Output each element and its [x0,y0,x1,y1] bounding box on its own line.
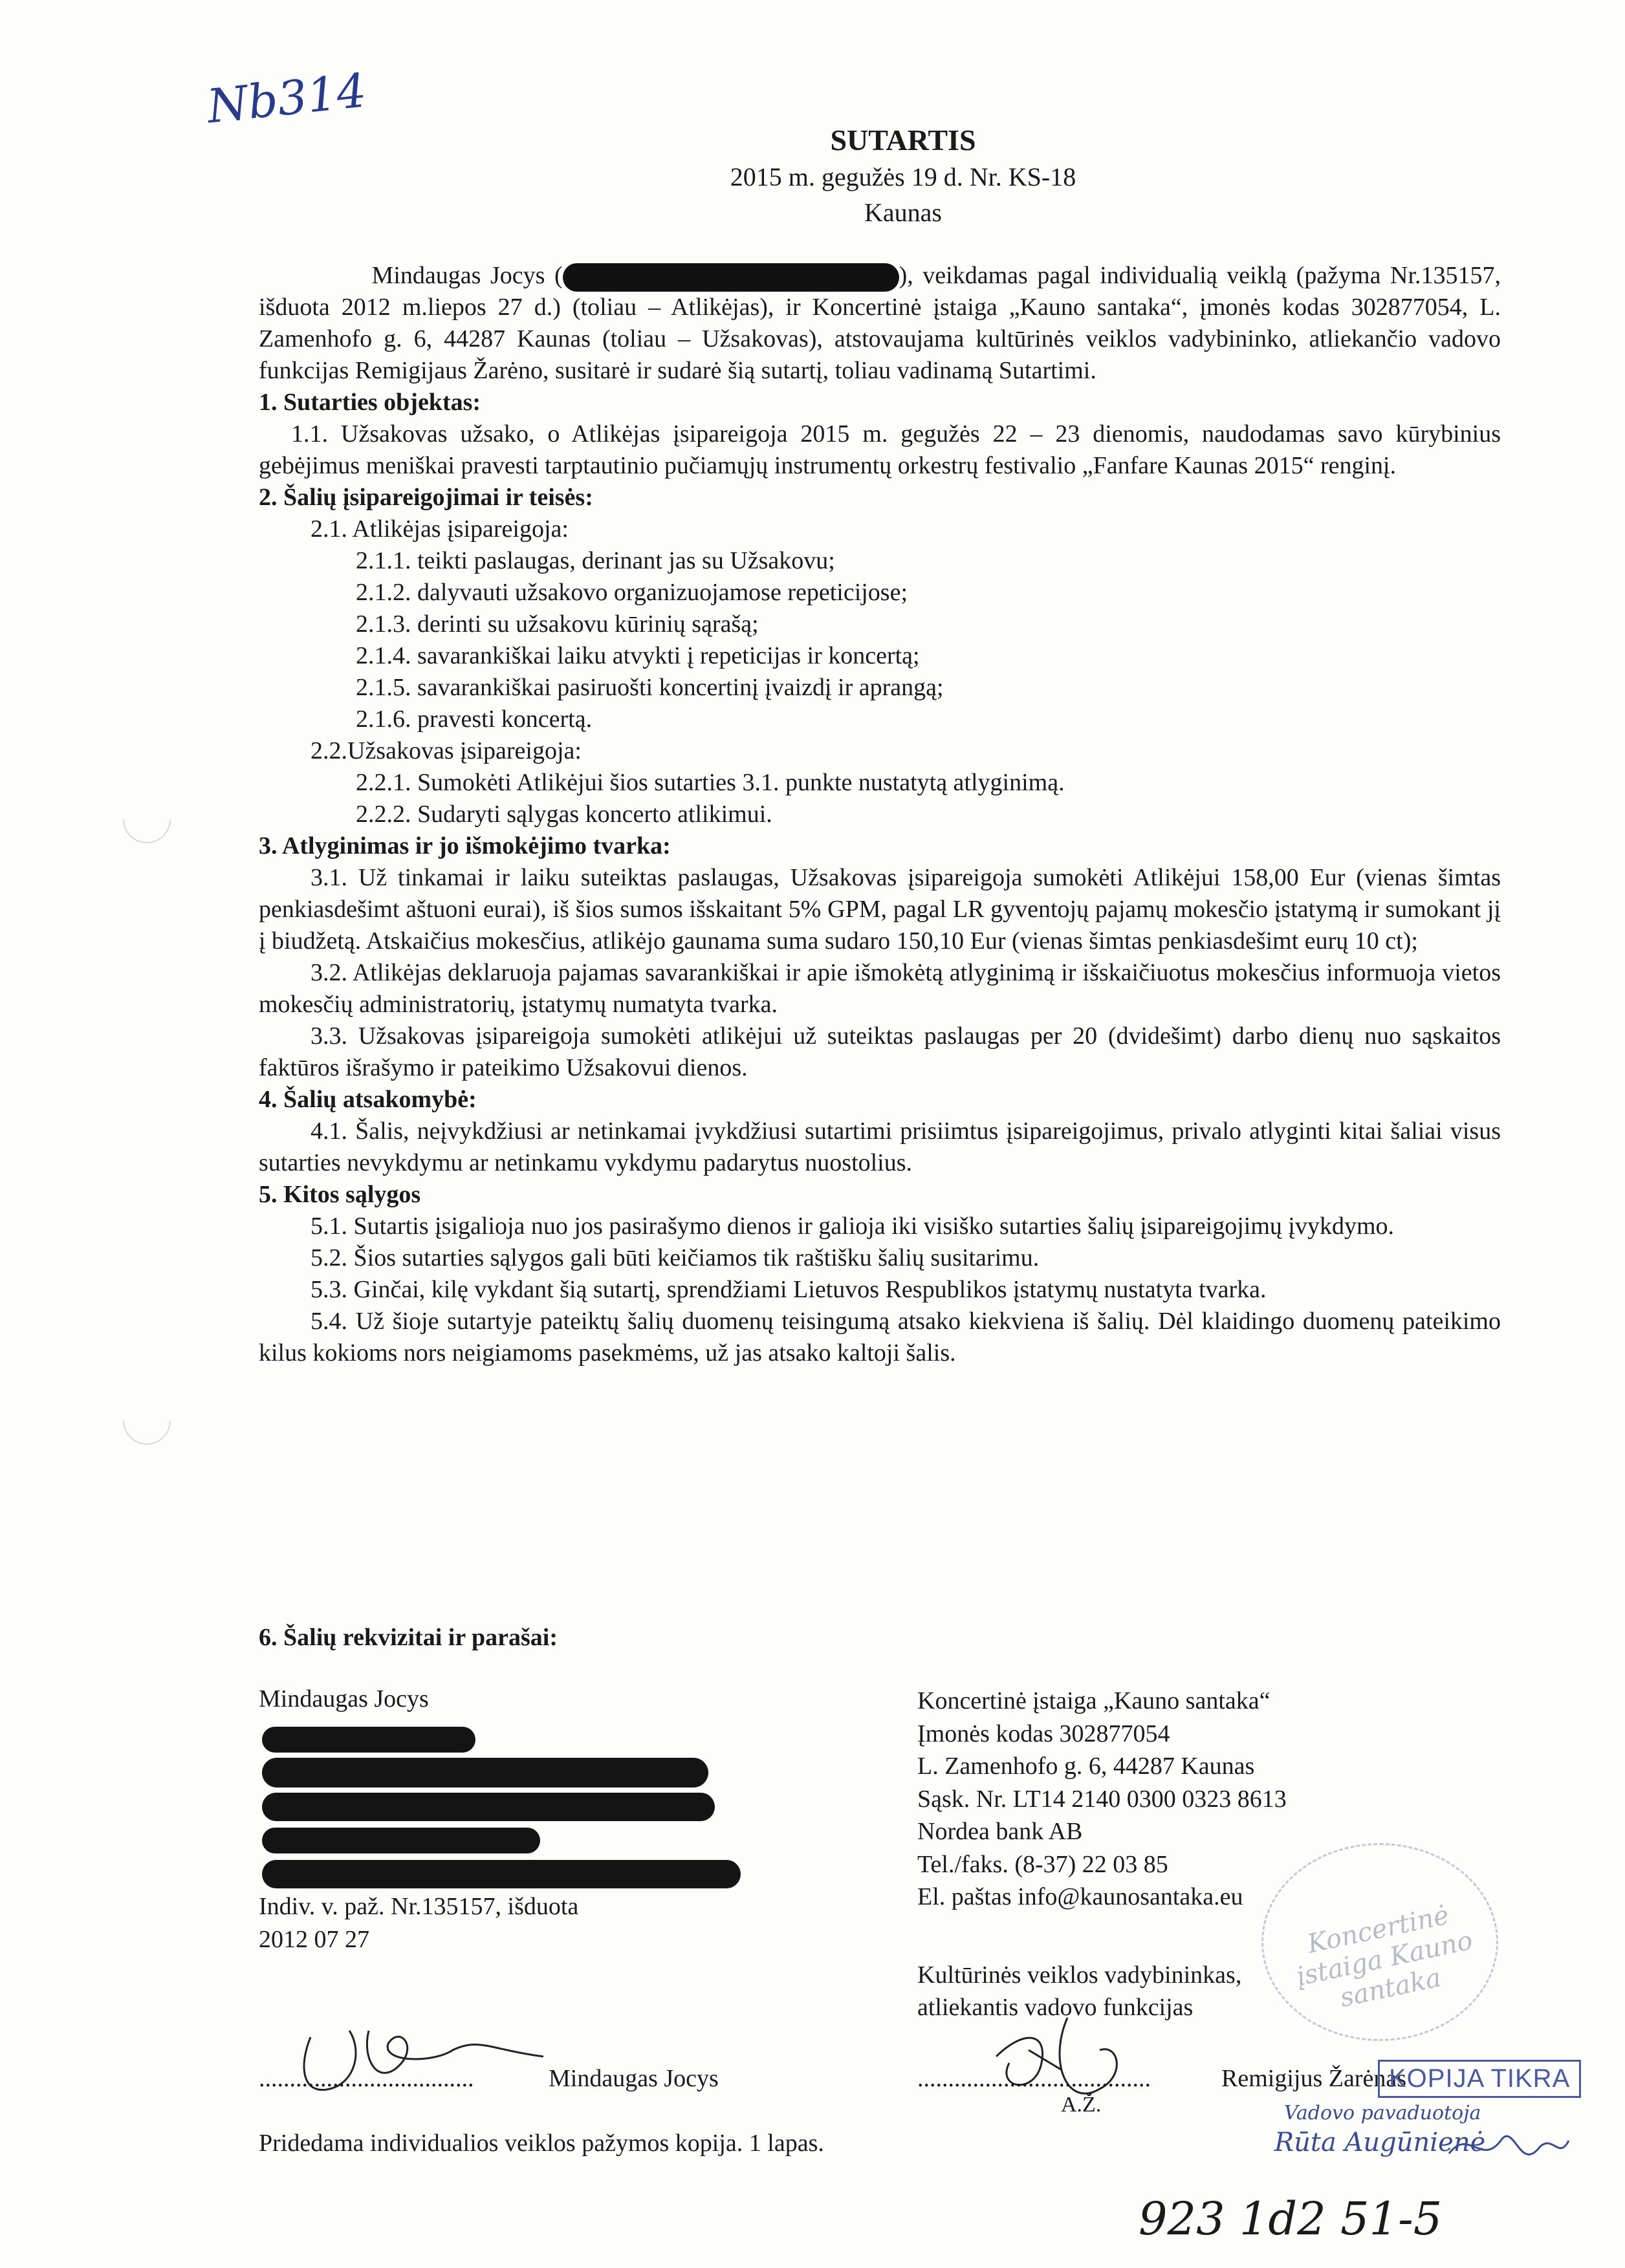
copy-certified-stamp: KOPIJA TIKRA [1378,2060,1581,2098]
intro-open-paren: ( [554,262,563,289]
clause-3-3: 3.3. Užsakovas įsipareigoja sumokėti atlikėjui už suteiktas paslaugas per 20 (dvidešimt) darbo dienų nuo sąskaitos faktūros išrašymo ir pateikimo Užsakovui dienos. [259,1022,1501,1082]
clause-2-1-1: 2.1.1. teikti paslaugas, derinant jas su Užsakovu; [356,547,835,575]
left-party-name: Mindaugas Jocys [259,1685,429,1712]
right-initials: A.Ž. [1061,2093,1102,2117]
section-3-heading: 3. Atlyginimas ir jo išmokėjimo tvarka: [259,832,671,860]
clause-2-2-2: 2.2.2. Sudaryti sąlygas koncerto atlikimui. [356,801,772,828]
clause-3-2: 3.2. Atlikėjas deklaruoja pajamas savarankiškai ir apie išmokėtą atlyginimą ir išskaičiuotus mokesčius informuoja vietos mokesčių administratorių, įstatymų numatyta tvarka. [259,959,1501,1019]
right-party-line-3: L. Zamenhofo g. 6, 44287 Kaunas [917,1753,1255,1780]
section-1-heading: 1. Sutarties objektas: [259,389,481,416]
attachment-note: Pridedama individualios veiklos pažymos kopija. 1 lapas. [259,2130,824,2157]
clause-5-3: 5.3. Ginčai, kilę vykdant šią sutartį, sprendžiami Lietuvos Respublikos įstatymų nustatyta tvarka. [311,1276,1267,1304]
left-party-cert-date: 2012 07 27 [259,1926,369,1953]
stamp-signature [1443,2115,1572,2179]
punch-hole-top [113,786,181,854]
redaction-left-4 [262,1828,540,1853]
right-role-2: atliekantis vadovo funkcijas [917,1994,1194,2021]
city: Kaunas [864,198,942,227]
left-sign-name: Mindaugas Jocys [549,2065,719,2092]
clause-2-1-3: 2.1.3. derinti su užsakovu kūrinių sąrašą; [356,610,759,638]
round-stamp-text: Koncertinė įstaiga Kauno santaka [1293,1900,1476,2013]
redaction-left-2 [262,1758,708,1787]
clause-4-1: 4.1. Šalis, neįvykdžiusi ar netinkamai įvykdžiusi sutartimi prisiimtus įsipareigojimus, privalo atlyginti kitai šaliai visus sutarties nevykdymu ar netinkamu vykdymu padarytus nuostolius. [259,1118,1501,1177]
clause-2-1-6: 2.1.6. pravesti koncertą. [356,706,593,733]
right-party-details [917,1685,1287,1914]
clause-2-1-4: 2.1.4. savarankiškai laiku atvykti į repeticijas ir koncertą; [356,642,920,670]
handwritten-code-top: Nb314 [204,63,369,134]
redaction-left-5 [262,1860,741,1888]
section-6-heading: 6. Šalių rekvizitai ir parašai: [259,1624,558,1651]
right-sign-dots: ...................................... [917,2065,1151,2092]
clause-2-1-2: 2.1.2. dalyvauti užsakovo organizuojamose repeticijose; [356,579,908,607]
intro-paragraph [259,260,1501,387]
section-4-heading: 4. Šalių atsakomybė: [259,1086,477,1114]
left-sign-dots: ................................... [259,2065,474,2092]
redaction-left-3 [262,1793,715,1821]
redaction-id [563,263,899,292]
section-2-heading: 2. Šalių įsipareigojimai ir teisės: [259,484,593,512]
right-party-line-2: Įmonės kodas 302877054 [917,1720,1170,1747]
clause-1-1: 1.1. Užsakovas užsako, o Atlikėjas įsipareigoja 2015 m. gegužės 22 – 23 dienomis, naudodamas savo kūrybinius gebėjimus meniškai pravesti tarptautinio pučiamųjų instrumentų orkestrų festivalio „Fanfare Kaunas 2015“ renginį. [259,420,1501,480]
document-title: SUTARTIS [830,124,976,157]
stamp-name: Rūta Augūnienė [1274,2128,1486,2157]
clause-2-1-5: 2.1.5. savarankiškai pasiruošti koncertinį įvaizdį ir aprangą; [356,674,944,702]
clause-5-4: 5.4. Už šioje sutartyje pateiktų šalių duomenų teisingumą atsako kiekviena iš šalių. Dėl klaidingo duomenų pateikimo kilus kokioms nors neigiamoms pasekmėms, už jas atsako kaltoji šalis. [259,1308,1501,1367]
stamp-role: Vadovo pavaduotoja [1284,2102,1481,2124]
contract-body [259,260,1501,1369]
left-signature [285,2011,556,2108]
right-party-line-1: Koncertinė įstaiga „Kauno santaka“ [917,1687,1271,1714]
clause-2-2: 2.2.Užsakovas įsipareigoja: [311,737,582,765]
clause-5-2: 5.2. Šios sutarties sąlygos gali būti keičiamos tik raštišku šalių susitarimu. [311,1244,1040,1272]
right-party-line-4: Sąsk. Nr. LT14 2140 0300 0323 8613 [917,1785,1287,1813]
section-5-heading: 5. Kitos sąlygos [259,1181,421,1209]
right-role-1: Kultūrinės veiklos vadybininkas, [917,1961,1242,1989]
intro-after-redaction: ), veikdamas pagal individualią veiklą (pažyma [899,262,1381,289]
clause-3-1: 3.1. Už tinkamai ir laiku suteiktas paslaugas, Užsakovas įsipareigoja sumokėti Atlikėjui 158,00 Eur (vienas šimtas penkiasdešimt aštuoni eurai), iš šios sumos išskaitant 5% GPM, pagal LR gyventojų pajamų mokesčio įstatymą ir sumokant jį į biudžetą. Atskaičius mokesčius, atlikėjo gaunama suma sudaro 150,10 Eur (vienas šimtas penkiasdešimt eurų 10 ct); [259,864,1501,955]
right-party-line-5: Nordea bank AB [917,1818,1083,1845]
right-sign-name: Remigijus Žarėnas [1221,2065,1406,2092]
intro-name: Mindaugas Jocys [371,262,545,289]
clause-2-1: 2.1. Atlikėjas įsipareigoja: [311,515,569,543]
left-party-cert: Indiv. v. paž. Nr.135157, išduota [259,1893,579,1920]
redaction-left-1 [262,1727,475,1753]
right-party-line-7: El. paštas info@kaunosantaka.eu [917,1883,1243,1910]
clause-2-2-1: 2.2.1. Sumokėti Atlikėjui šios sutarties 3.1. punkte nustatytą atlyginimą. [356,769,1065,797]
right-party-line-6: Tel./faks. (8-37) 22 03 85 [917,1850,1168,1878]
clause-5-1: 5.1. Sutartis įsigalioja nuo jos pasirašymo dienos ir galioja iki visiško sutarties šalių įsipareigojimų įvykdymo. [311,1213,1395,1240]
intro-rest: Nr.135157, išduota 2012 m.liepos 27 d.) (toliau – Atlikėjas), ir Koncertinė įstaiga „Kauno santaka“, įmonės kodas 302877054, L. Zamenhofo g. 6, 44287 Kaunas (toliau – Užsakovas), atstovaujama kultūrinės veiklos vadybininko, atliekančio vadovo funkcijas Remigijaus Žarėno, susitarė ir sudarė šią sutartį, toliau vadinamą Sutartimi. [259,262,1501,385]
handwritten-code-bottom: 923 1d2 51-5 [1139,2192,1443,2245]
date-line: 2015 m. gegužės 19 d. Nr. KS-18 [730,162,1076,191]
punch-hole-bottom [113,1387,181,1455]
